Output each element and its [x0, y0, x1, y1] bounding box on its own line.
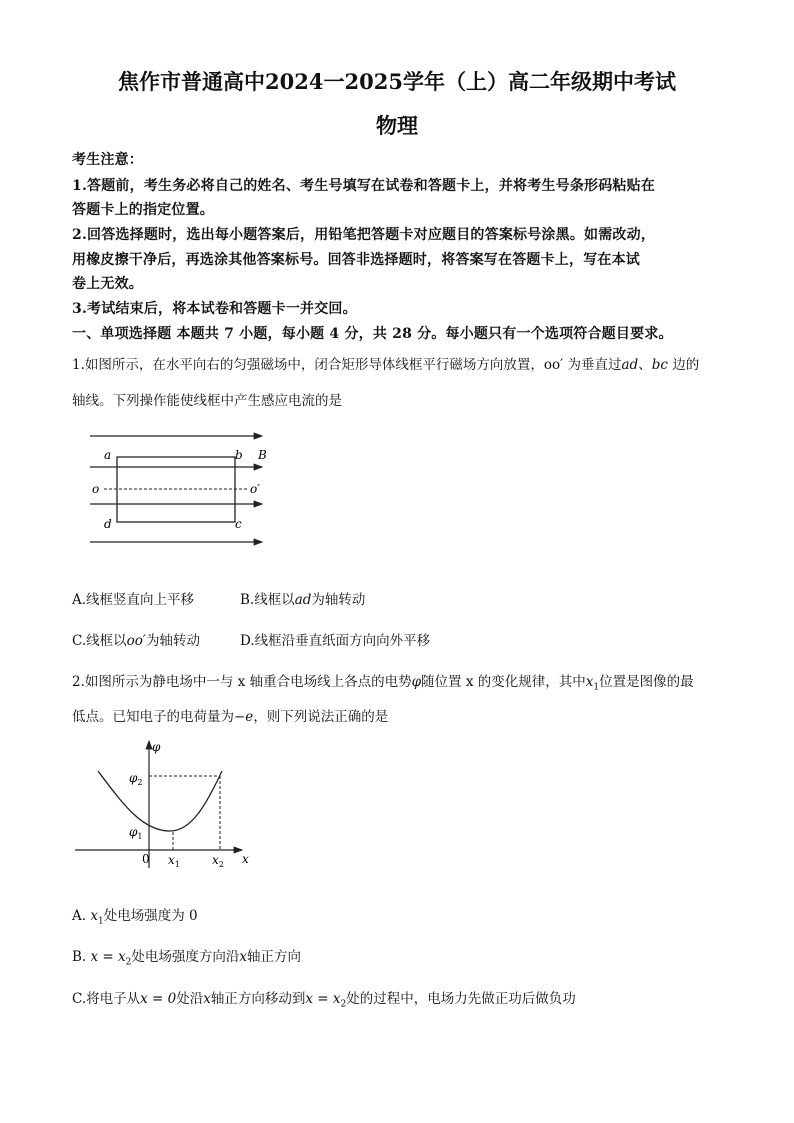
q1-option-c: C.线框以oo′为轴转动	[72, 633, 200, 649]
label-d: d	[104, 517, 112, 531]
q2-option-c: C.将电子从x = 0处沿x轴正方向移动到$x = x_2$处的过程中，电场力先做正功后做负功	[72, 991, 576, 1010]
label-x2: $x_2$	[212, 853, 224, 869]
label-origin: 0	[142, 852, 150, 866]
potential-curve	[98, 771, 222, 831]
label-x-axis: x	[242, 852, 249, 866]
notice-item2-line2: 用橡皮擦干净后，再选涂其他答案标号。回答非选择题时，将答案写在答题卡上，写在本试	[72, 252, 640, 268]
label-phi2: $\varphi_2$	[129, 771, 143, 787]
label-o-prime: o′	[250, 482, 260, 496]
label-o: o	[92, 482, 100, 496]
notice-heading: 考生注意：	[72, 152, 143, 168]
notice-item1-line1: 1.答题前，考生务必将自己的姓名、考生号填写在试卷和答题卡上，并将考生号条形码粘贴在	[72, 178, 656, 194]
q2-option-a: A. $x_1$处电场强度为 0	[72, 908, 198, 927]
exam-title: 焦作市普通高中2024一2025学年（上）高二年级期中考试	[118, 69, 676, 94]
label-B: B	[258, 448, 267, 462]
label-c: c	[235, 517, 242, 531]
q1-option-b: B.线框以ad为轴转动	[240, 592, 366, 608]
notice-item2-line1: 2.回答选择题时，选出每小题答案后，用铅笔把答题卡对应题目的答案标号涂黑。如需改动，	[72, 227, 656, 243]
notice-item2-line3: 卷上无效。	[72, 276, 143, 292]
q1-stem-line2: 轴线。下列操作能使线框中产生感应电流的是	[72, 393, 342, 409]
q1-magnetic-field-figure	[82, 425, 282, 550]
label-a: a	[104, 448, 112, 462]
notice-item1-line2: 答题卡上的指定位置。	[72, 202, 214, 218]
section1-heading: 一、单项选择题 本题共 7 小题，每小题 4 分，共 28 分。每小题只有一个选项符合题目要求。	[72, 326, 673, 342]
label-b: b	[235, 448, 243, 462]
q1-stem-line1: 1.如图所示，在水平向右的匀强磁场中，闭合矩形导体线框平行磁场方向放置，oo′ 为垂直过ad、bc 边的	[72, 357, 700, 373]
q2-potential-graph	[72, 733, 257, 873]
notice-item3: 3.考试结束后，将本试卷和答题卡一并交回。	[72, 301, 357, 317]
label-x1: $x_1$	[168, 853, 180, 869]
q2-stem-line2: 低点。已知电子的电荷量为−e，则下列说法正确的是	[72, 709, 389, 725]
subject-title: 物理	[376, 113, 418, 138]
q2-stem-line1: 2.如图所示为静电场中一与 x 轴重合电场线上各点的电势φ随位置 x 的变化规律，其中$x_1$位置是图像的最	[72, 674, 694, 693]
label-phi-axis: φ	[152, 740, 161, 754]
q1-option-a: A.线框竖直向上平移	[72, 592, 195, 608]
q2-option-b: B. $x = x_2$处电场强度方向沿x轴正方向	[72, 949, 301, 968]
q1-option-d: D.线框沿垂直纸面方向向外平移	[240, 633, 431, 649]
label-phi1: $\varphi_1$	[129, 825, 143, 841]
